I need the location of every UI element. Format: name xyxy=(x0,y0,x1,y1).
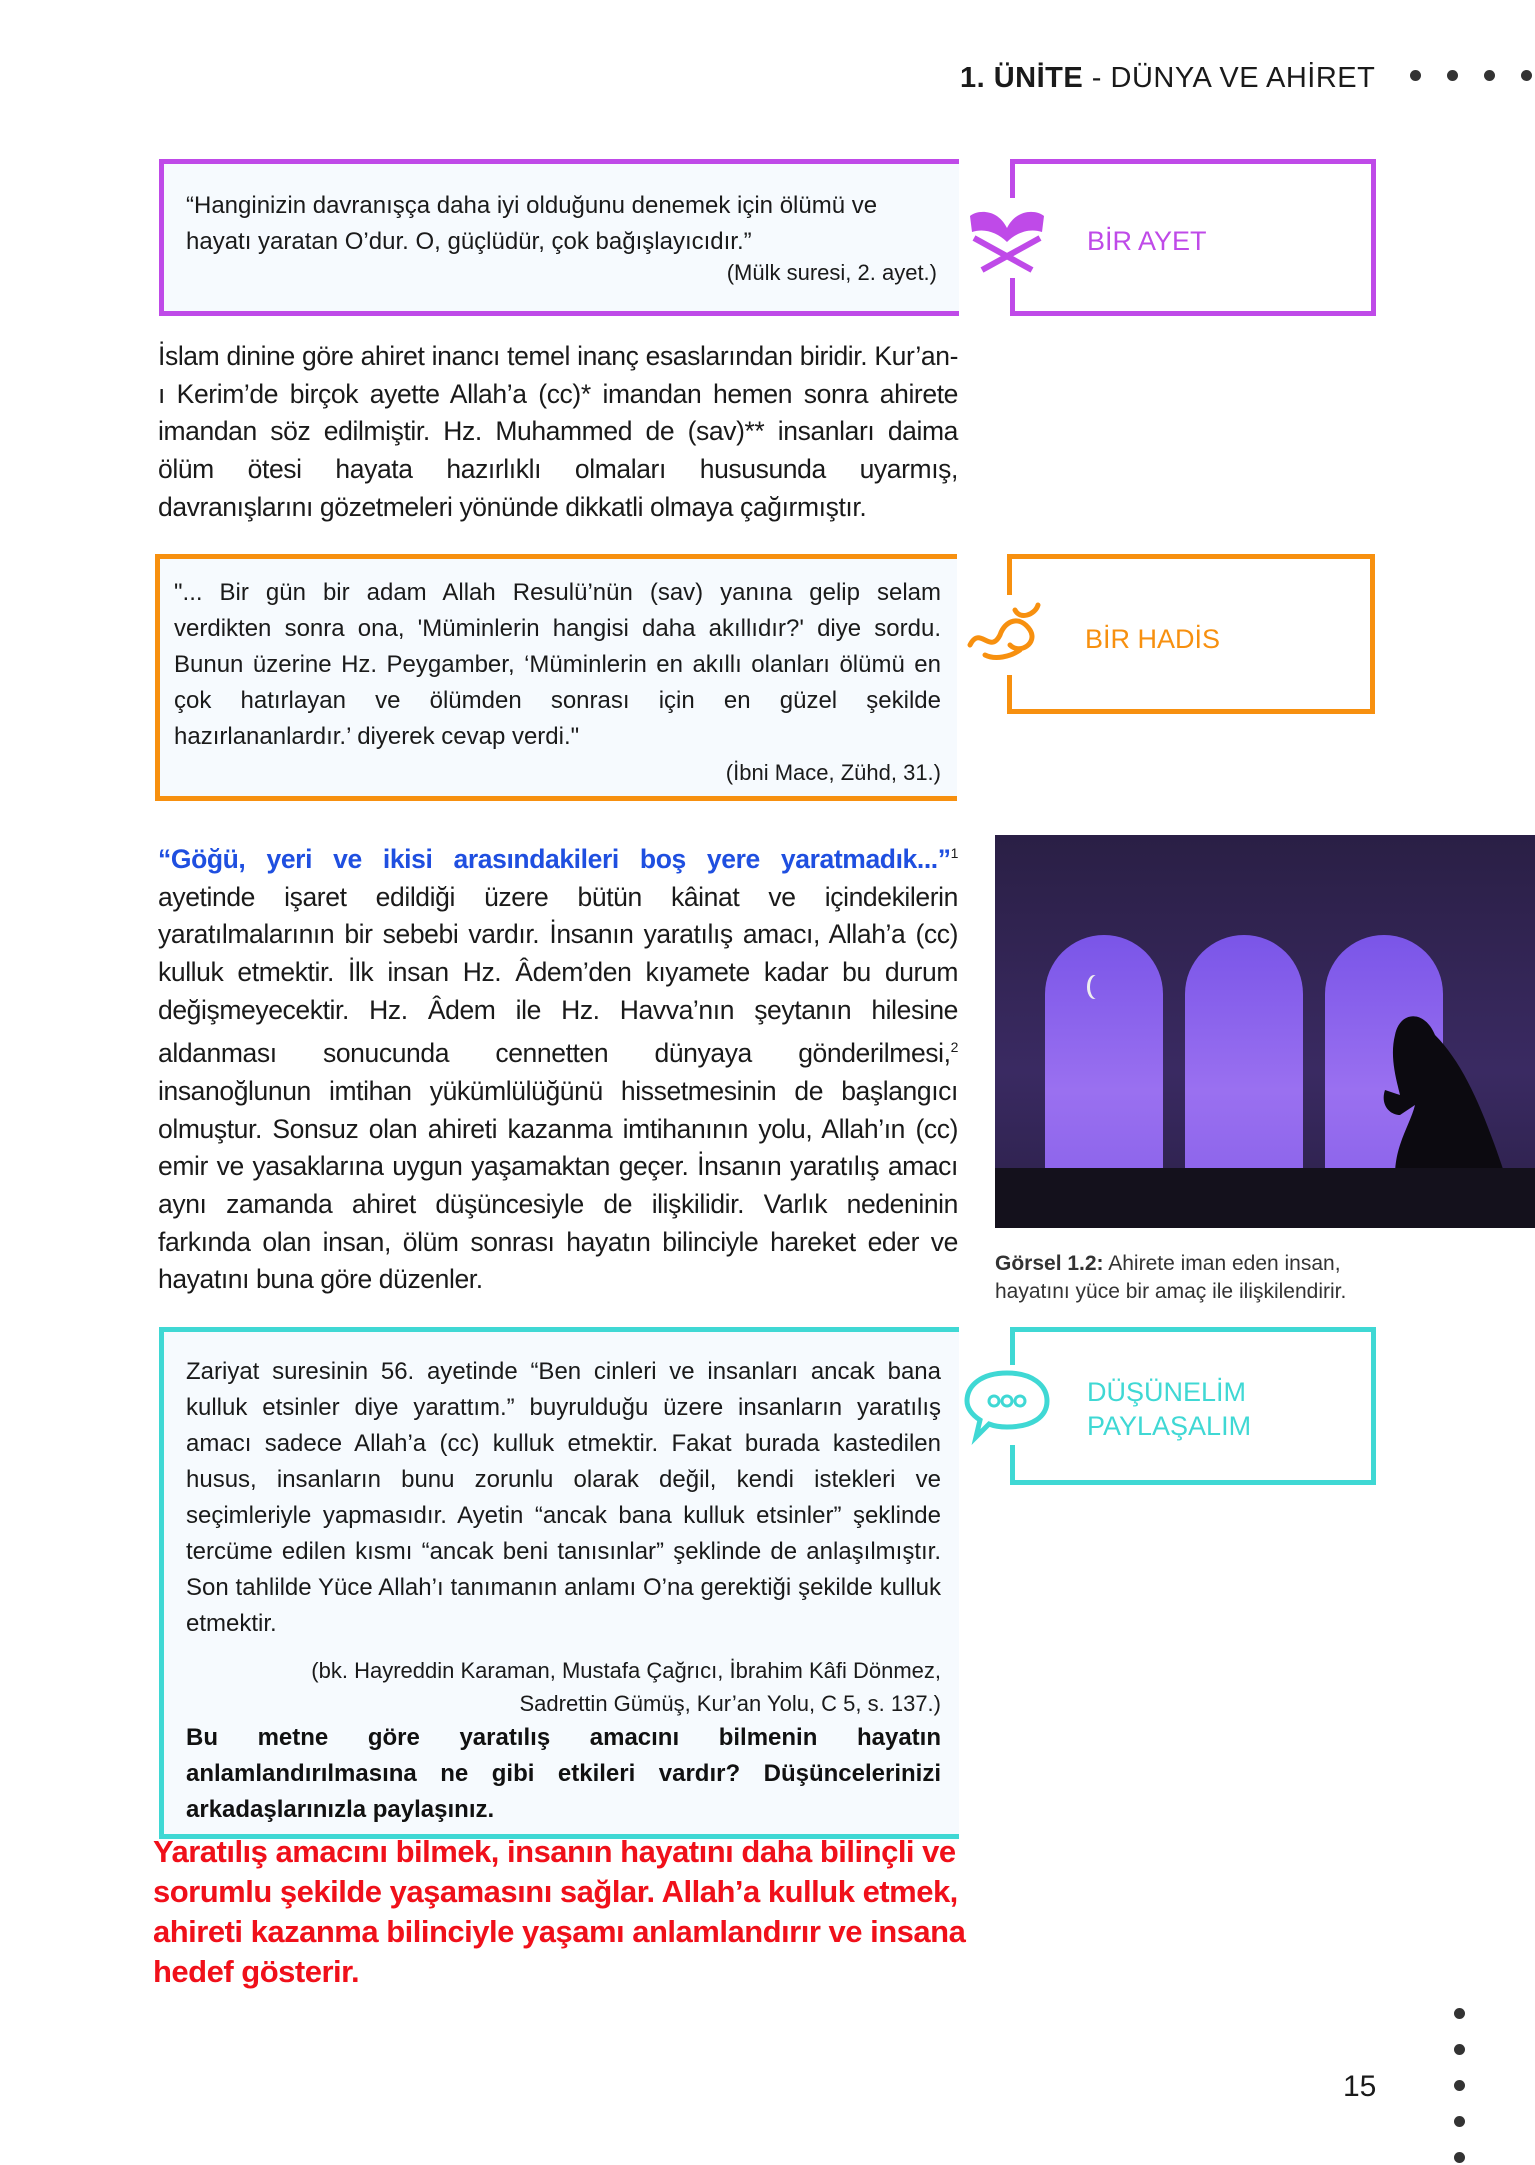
footer-dots xyxy=(1454,2008,1465,2163)
ayet-quote-box xyxy=(159,159,959,316)
footnote-2: 2 xyxy=(950,1039,958,1056)
answer-text: Yaratılış amacını bilmek, insanın hayatını daha bilinçli ve sorumlu şekilde yaşamasını sağlar. Allah’a kulluk etmek, ahireti kazanma bilinciyle yaşamı anlamlandırır ve insana hedef gösterir. xyxy=(153,1834,966,1989)
dusunelim-question: Bu metne göre yaratılış amacını bilmenin hayatın anlamlandırılmasına ne gibi etkileri vardır? Düşüncelerinizi arkadaşlarınızla paylaşınız. xyxy=(186,1724,941,1823)
caption-line-1: Ahirete iman eden insan, xyxy=(1103,1252,1341,1275)
footnote-1: 1 xyxy=(950,845,958,861)
unit-number: 1. ÜNİTE xyxy=(960,62,1084,94)
header-separator: - xyxy=(1083,62,1111,94)
caption-line-2: hayatını yüce bir amaç ile ilişkilendirir. xyxy=(995,1280,1347,1303)
dusunelim-text: Zariyat suresinin 56. ayetinde “Ben cinleri ve insanları ancak bana kulluk etsinler diye yarattım.” buyrulduğu üzere insanların yaratılış amacı sadece Allah’a (cc) kulluk etmektir. Fakat burada kastedilen husus, insanların bunu zorunlu olarak değil, kendi istekleri ve seçimleriyle yapmasıdır. Ayetin “ancak bana kulluk etsinler” şeklinde tercüme edilen kısmı “ancak beni tanısınlar” şeklinde de anlaşılmıştır. Son tahlilde Yüce Allah’ı tanımanın anlamı O’na gerektiği şekilde kulluk etmektir. xyxy=(186,1358,941,1637)
muhammad-calligraphy-icon xyxy=(960,595,1050,675)
paragraph-1: İslam dinine göre ahiret inancı temel inanç esaslarından biridir. Kur’an-ı Kerim’de birçok ayette Allah’a (cc)* imandan hemen sonra ahirete imandan söz edilmiştir. Hz. Muhammed de (sav)** insanları daima ölüm ötesi hayata hazırlıklı olmaları hususunda uyarmış, davranışlarını gözetmeleri yönünde dikkatli olmaya çağırmıştır. xyxy=(158,341,958,522)
unit-title: DÜNYA VE AHİRET xyxy=(1110,62,1376,94)
silhouette xyxy=(1355,1005,1535,1175)
page-number: 15 xyxy=(1343,2070,1377,2103)
ayet-quote: “Hanginizin davranışça daha iyi olduğunu denemek için ölümü ve hayatı yaratan O’dur. O, güçlüdür, çok bağışlayıcıdır.” xyxy=(186,192,878,255)
quoted-verse: “Göğü, yeri ve ikisi arasındakileri boş yere yaratmadık...” xyxy=(158,843,951,874)
figure-caption xyxy=(995,1250,1346,1306)
praying-person-image xyxy=(995,835,1535,1228)
hadis-quote-box xyxy=(155,554,957,801)
paragraph-2-text-b: insanoğlunun imtihan yükümlülüğünü hissetmesinin de başlangıcı olmuştur. Sonsuz olan ahireti kazanma imtihanının yolu, Allah’ın (cc) emir ve yasaklarına uygun yaşamaktan geçer. İnsanın yaratılış amacı aynı zamanda ahiret düşüncesiyle de ilişkilidir. Varlık nedeninin farkında olan insan, ölüm sonrası hayatın bilinciyle hareket eder ve hayatını buna göre düzenler. xyxy=(158,1075,958,1295)
hadis-tag-label: BİR HADİS xyxy=(1085,624,1221,654)
header-dots xyxy=(1410,70,1532,81)
dusunelim-source-1: (bk. Hayreddin Karaman, Mustafa Çağrıcı, İbrahim Kâfi Dönmez, xyxy=(311,1658,941,1683)
paragraph-2-text-a: ayetinde işaret edildiği üzere bütün kâinat ve içindekilerin yaratılmalarının bir sebebi vardır. İnsanın yaratılış amacı, Allah’a (cc) kulluk etmektir. İlk insan Hz. Âdem’den kıyamete kadar bu durum değişmeyecektir. Hz. Âdem ile Hz. Havva’nın şeytanın hilesine aldanması sonucunda cennetten dünyaya gönderilmesi, xyxy=(158,881,958,1069)
ayet-source: (Mülk suresi, 2. ayet.) xyxy=(726,260,937,285)
unit-header xyxy=(960,62,1375,95)
speech-bubble-icon xyxy=(962,1365,1052,1445)
tag-line-2: PAYLAŞALIM xyxy=(1087,1411,1252,1441)
tag-line-1: DÜŞÜNELİM xyxy=(1087,1377,1247,1407)
paragraph-2 xyxy=(158,835,958,1299)
dusunelim-tag-label xyxy=(1087,1375,1251,1443)
hadis-source: (İbni Mace, Zühd, 31.) xyxy=(725,760,941,785)
crescent-moon xyxy=(1090,975,1104,999)
ayet-tag-label: BİR AYET xyxy=(1087,226,1207,256)
quran-stand-icon xyxy=(962,198,1052,278)
figure-label: Görsel 1.2: xyxy=(995,1252,1104,1275)
dusunelim-source-2: Sadrettin Gümüş, Kur’an Yolu, C 5, s. 137.) xyxy=(519,1691,941,1716)
dusunelim-box xyxy=(159,1327,959,1839)
hadis-quote: "... Bir gün bir adam Allah Resulü’nün (sav) yanına gelip selam verdikten sonra ona, 'Müminlerin hangisi daha akıllıdır?' diye sordu. Bunun üzerine Hz. Peygamber, ‘Müminlerin en akıllı olanları ölümü en çok hatırlayan ve ölümden sonrası için en güzel şekilde hazırlananlardır.’ diyerek cevap verdi." xyxy=(174,579,941,750)
